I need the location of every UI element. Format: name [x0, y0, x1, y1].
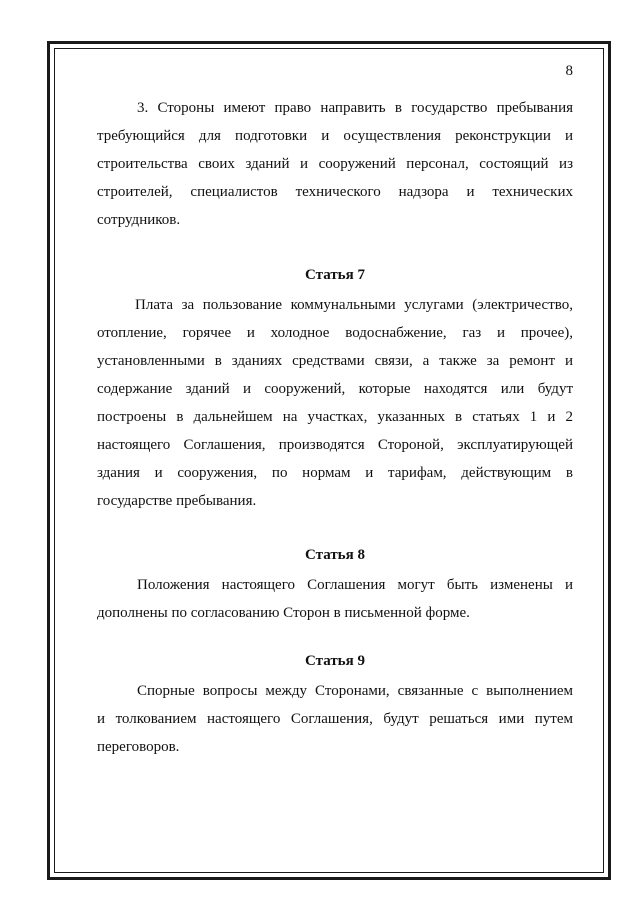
text-line: строительства своих зданий и сооружений персонал, состоящий из	[97, 156, 573, 172]
text-line: 3. Стороны имеют право направить в государство пребывания	[137, 100, 573, 116]
text-line: установленными в зданиях средствами связи, а также за ремонт и	[97, 353, 573, 369]
article-9-heading: Статья 9	[305, 653, 365, 669]
page-number: 8	[565, 63, 573, 79]
article-8-heading: Статья 8	[305, 547, 365, 563]
text-line: настоящего Соглашения, производятся Стороной, эксплуатирующей	[97, 437, 573, 453]
text-line: содержание зданий и сооружений, которые находятся или будут	[97, 381, 573, 397]
text-line: Положения настоящего Соглашения могут быть изменены и	[137, 577, 573, 593]
article-7-heading: Статья 7	[305, 267, 365, 283]
text-line: здания и сооружения, по нормам и тарифам, действующим в	[97, 465, 573, 481]
text-line: государстве пребывания.	[97, 493, 257, 509]
text-line: построены в дальнейшем на участках, указанных в статьях 1 и 2	[97, 409, 573, 425]
text-line: требующийся для подготовки и осуществления реконструкции и	[97, 128, 573, 144]
text-line: и толкованием настоящего Соглашения, будут решаться ими путем	[97, 711, 573, 727]
text-line: сотрудников.	[97, 212, 181, 228]
text-line: Плата за пользование коммунальными услугами (электричество,	[135, 297, 573, 313]
text-line: строителей, специалистов технического надзора и технических	[97, 184, 573, 200]
text-line: Спорные вопросы между Сторонами, связанные с выполнением	[137, 683, 573, 699]
text-line: отопление, горячее и холодное водоснабжение, газ и прочее),	[97, 325, 573, 341]
text-line: дополнены по согласованию Сторон в письменной форме.	[97, 605, 470, 621]
text-line: переговоров.	[97, 739, 180, 755]
